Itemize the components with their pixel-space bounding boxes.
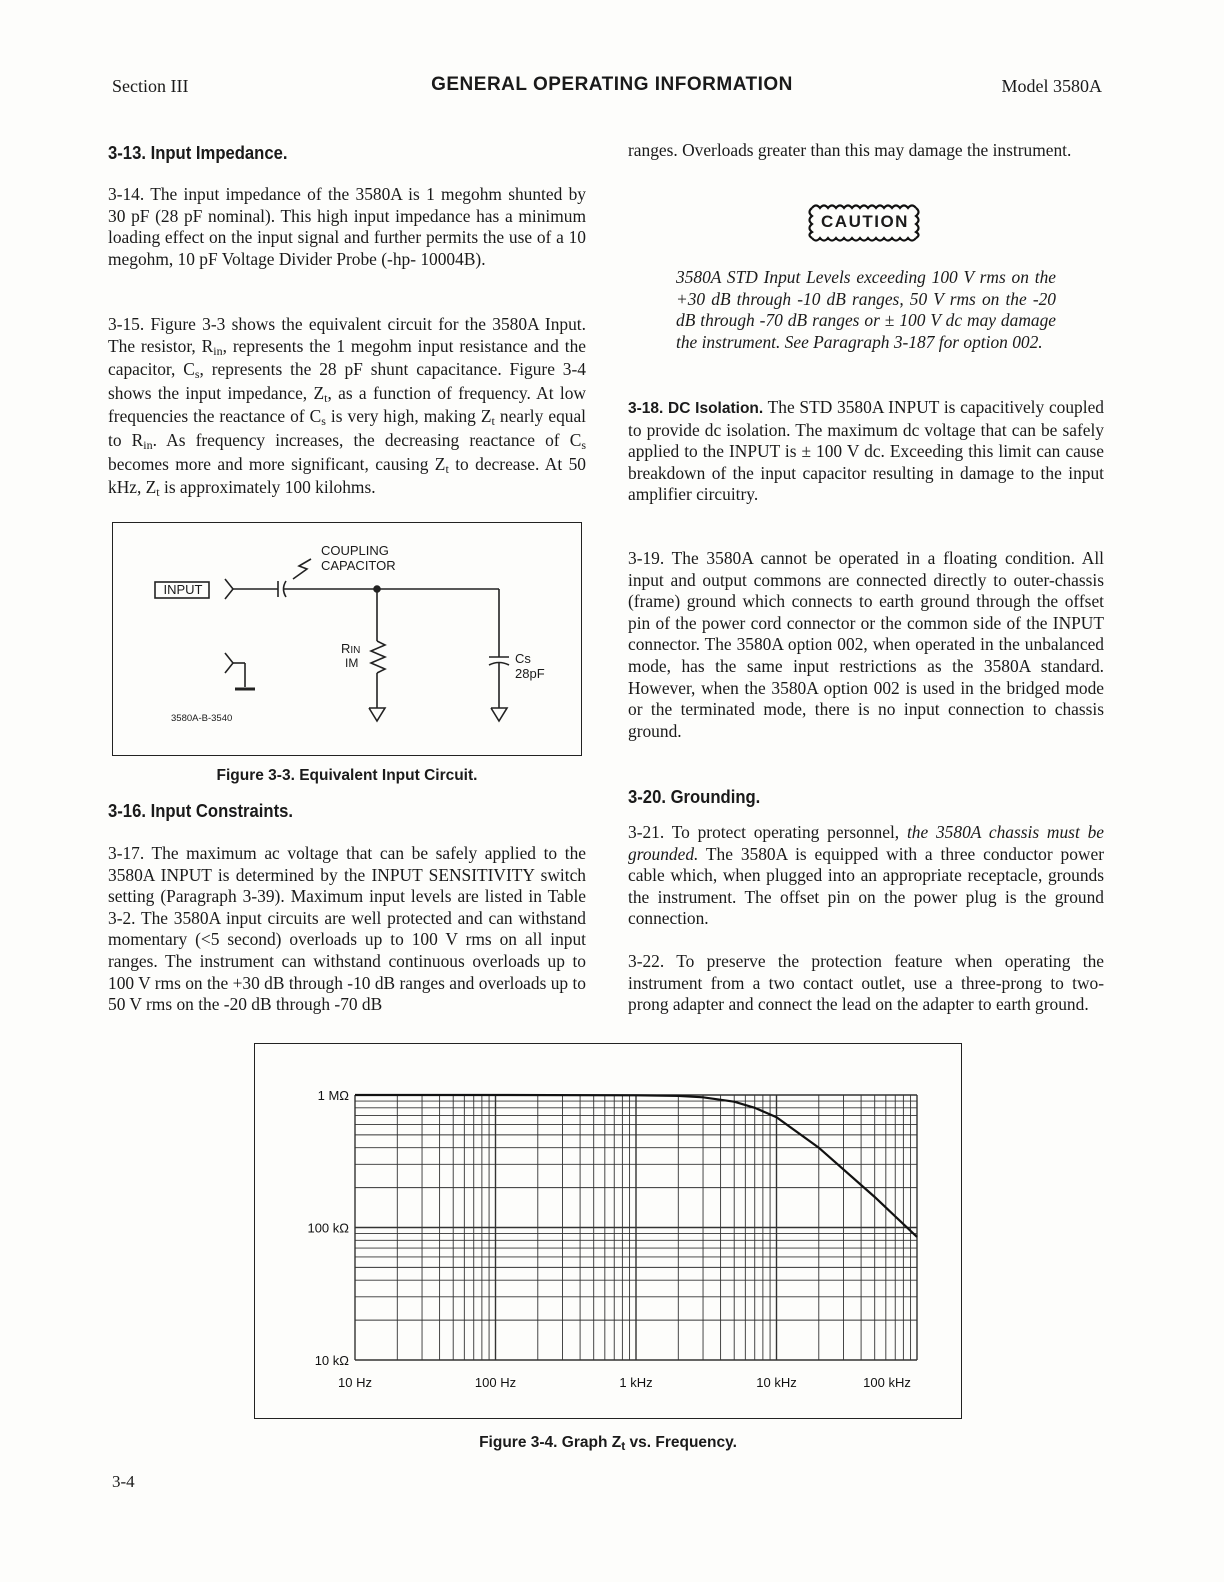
figure-impedance-graph	[254, 1043, 962, 1419]
rin-value: IM	[345, 656, 359, 670]
ground-symbol-1	[369, 708, 385, 721]
paragraph-3-14: 3-14. The input impedance of the 3580A is 1 megohm shunted by 30 pF (28 pF nominal). This high input impedance has a minimum loading effect on the input signal and further permits the use of a 10 megohm, 10 pF Voltage Divider Probe (-hp- 10004B).	[108, 184, 586, 269]
x-tick-label: 10 Hz	[338, 1375, 372, 1390]
y-tick-label: 100 kΩ	[307, 1220, 349, 1236]
section-label: Section III	[112, 76, 189, 96]
caution-text: 3580A STD Input Levels exceeding 100 V rms on the +30 dB through -10 dB ranges, 50 V rms on the -20 dB through -70 dB ranges or ± 100 V dc may damage the instrument. See Paragraph 3-187 for option 002.	[676, 267, 1056, 352]
cs-label: Cs	[515, 651, 531, 666]
caution-badge	[806, 200, 924, 246]
x-tick-label: 100 kHz	[863, 1375, 911, 1390]
drawing-number: 3580A-B-3540	[171, 713, 233, 724]
paragraph-continued: ranges. Overloads greater than this may damage the instrument.	[628, 140, 1072, 160]
heading-input-constraints: 3-16. Input Constraints.	[108, 800, 294, 821]
capacitor-label: CAPACITOR	[321, 558, 396, 573]
cs-value: 28pF	[515, 666, 545, 681]
figure-equivalent-input-circuit	[112, 522, 582, 756]
coupling-label: COUPLING	[321, 543, 389, 558]
x-tick-label: 1 kHz	[619, 1375, 653, 1390]
input-label: INPUT	[163, 582, 203, 597]
heading-input-impedance: 3-13. Input Impedance.	[108, 142, 288, 163]
x-tick-label: 10 kHz	[756, 1375, 797, 1390]
caution-label: CAUTION	[821, 212, 909, 231]
connector-chevron	[225, 579, 233, 599]
model-label: Model 3580A	[1001, 76, 1102, 96]
y-tick-label: 1 MΩ	[317, 1088, 349, 1103]
paragraph-3-19: 3-19. The 3580A cannot be operated in a floating condition. All input and output commons are connected directly to outer-chassis (frame) ground which connects to earth ground through the offset pin of the power cord connector or the common side of the INPUT connector. The 3580A option 002, when operated in the unbalanced mode, has the same input restrictions as the 3580A standard. However, when the 3580A option 002 is used in the bridged mode or the terminated mode, there is no input connection to chassis ground.	[628, 548, 1104, 741]
heading-grounding: 3-20. Grounding.	[628, 786, 761, 807]
y-tick-label: 10 kΩ	[314, 1353, 349, 1368]
paragraph-3-18: 3-18. DC Isolation. The STD 3580A INPUT is capacitively coupled to provide dc isolation. The maximum dc voltage that can be safely applied to the INPUT is ± 100 V dc. Exceeding this limit can cause breakdown of the input capacitor resulting in damage to the input amplifier circuitry.	[628, 397, 1104, 505]
paragraph-3-15: 3-15. Figure 3-3 shows the equivalent circuit for the 3580A Input. The resistor, Rin, represents the 1 megohm input resistance and the capacitor, Cs, represents the 28 pF shunt capacitance. Figure 3-4 shows the input impedance, Zt, as a function of frequency. At low frequencies the reactance of Cs is very high, making Zt nearly equal to Rin. As frequency increases, the decreasing reactance of Cs becomes more and more significant, causing Zt to decrease. At 50 kHz, Zt is approximately 100 kilohms.	[108, 314, 587, 500]
rin-label: RIN	[341, 641, 361, 656]
page-title: GENERAL OPERATING INFORMATION	[431, 74, 793, 95]
paragraph-3-21: 3-21. To protect operating personnel, the 3580A chassis must be grounded. The 3580A is equipped with a three conductor power cable which, when plugged into an appropriate receptacle, grounds the instrument. The offset pin on the power plug is the ground connection.	[628, 822, 1104, 929]
ground-symbol-2	[491, 708, 507, 721]
figure-3-4-caption: Figure 3-4. Graph Zt vs. Frequency.	[479, 1434, 737, 1453]
paragraph-3-17: 3-17. The maximum ac voltage that can be safely applied to the 3580A INPUT is determined by the INPUT SENSITIVITY switch setting (Paragraph 3-39). Maximum input levels are listed in Table 3-2. The 3580A input circuits are well protected and can withstand momentary (<5 second) overloads up to 100 V rms on all input ranges. The instrument can withstand continuous overloads up to 100 V rms on the +30 dB through -10 dB ranges and overloads up to 50 V rms on the -20 dB through -70 dB	[108, 843, 586, 1015]
paragraph-3-22: 3-22. To preserve the protection feature when operating the instrument from a two contact outlet, use a three-prong to two-prong adapter and connect the lead on the adapter to earth ground.	[628, 951, 1104, 1015]
figure-3-3-caption: Figure 3-3. Equivalent Input Circuit.	[216, 767, 478, 784]
heading-dc-isolation: 3-18. DC Isolation.	[628, 400, 764, 417]
page-number: 3-4	[112, 1472, 135, 1491]
label-arrow	[293, 559, 311, 579]
impedance-chart	[255, 1044, 960, 1417]
x-tick-label: 100 Hz	[474, 1375, 517, 1390]
resistor-rin	[371, 641, 385, 673]
connector-chevron-lower	[225, 653, 233, 673]
